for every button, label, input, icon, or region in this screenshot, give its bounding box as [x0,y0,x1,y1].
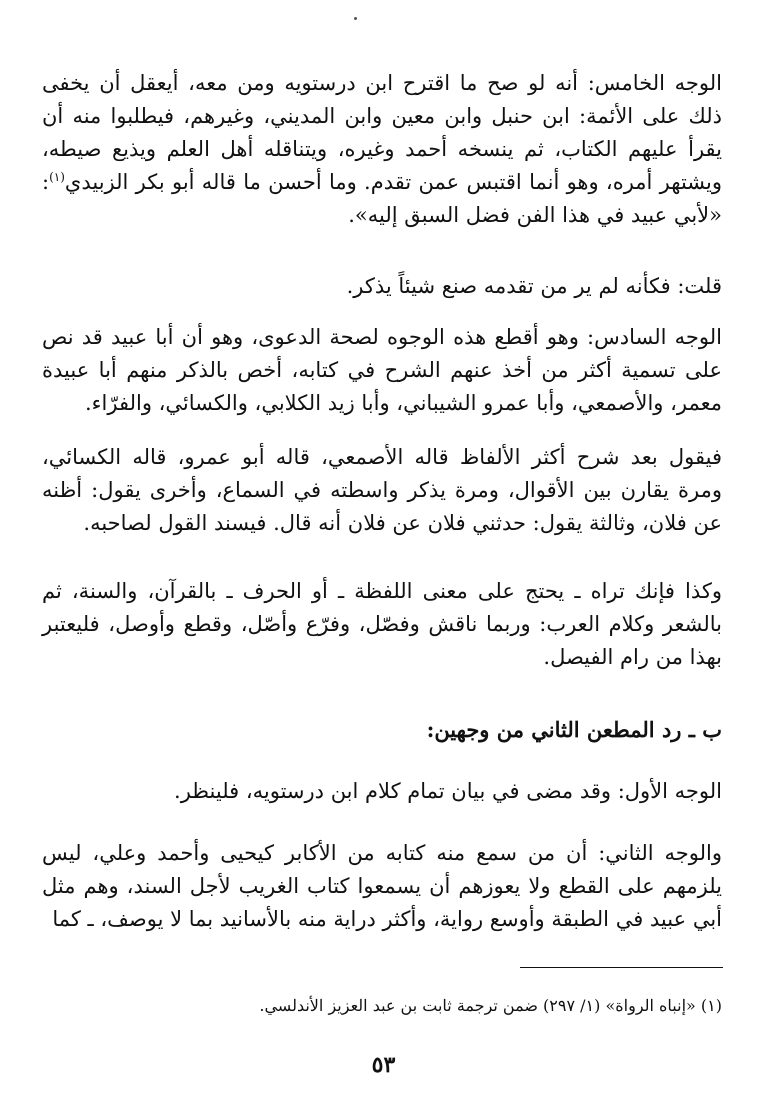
paragraph-first-aspect: الوجه الأول: وقد مضى في بيان تمام كلام ابن درستويه، فلينظر. [174,779,722,803]
section-heading: ب ـ رد المطعن الثاني من وجهين: [426,717,722,742]
paragraph-second-aspect: والوجه الثاني: أن من سمع منه كتابه من الأكابر كيحيى وأحمد وعلي، ليس يلزمهم على القطع ولا يعوزهم أن يسمعوا كتاب الغريب لأجل السند، وهم مثل أبي عبيد في الطبقة وأوسع رواية، وأكثر دراية منه بالأسانيد بما لا يوصف، ـ كما [42,841,722,931]
footnote-divider [520,967,723,968]
paragraph-remark: قلت: فكأنه لم ير من تقدمه صنع شيئاً يذكر. [346,274,722,298]
paragraph-fifth-aspect-quote: : «لأبي عبيد في هذا الفن فضل السبق إليه». [42,170,722,227]
paragraph-evidence: وكذا فإنك تراه ـ يحتج على معنى اللفظة ـ أو الحرف ـ بالقرآن، والسنة، ثم بالشعر وكلام العرب: وربما ناقش وفصّل، وفرّع وأصّل، وقطع وأوصل، فليعتبر بهذا من رام الفيصل. [42,579,722,669]
page-mark [354,17,357,20]
page-number: ٥٣ [371,1052,396,1078]
paragraph-sixth-aspect: الوجه السادس: وهو أقطع هذه الوجوه لصحة الدعوى، وهو أن أبا عبيد قد نص على تسمية أكثر من أخذ عنهم الشرح في كتابه، أخص بالذكر منهم أبا عبيدة معمر، والأصمعي، وأبا عمرو الشيباني، وأبا زيد الكلابي، والكسائي، والفرّاء. [42,325,722,415]
footnote-ref: (١) [49,170,65,184]
paragraph-fifth-aspect [42,67,722,232]
paragraph-fifth-aspect-text: الوجه الخامس: أنه لو صح ما اقترح ابن درستويه ومن معه، أيعقل أن يخفى ذلك على الأئمة: ابن حنبل وابن معين وابن المديني، وغيرهم، فيطلبوا منه أن يقرأ عليهم الكتاب، ثم ينسخه أحمد وغيره، ويتناقله أهل العلم ويذيع صيطه، ويشتهر أمره، وهو أنما اقتبس عمن تقدم. وما أحسن ما قاله أبو بكر الزبيدي [42,71,722,194]
footnote: (١) «إنباه الرواة» (١/ ٢٩٧) ضمن ترجمة ثابت بن عبد العزيز الأندلسي. [259,996,722,1015]
paragraph-narrators: فيقول بعد شرح أكثر الألفاظ قاله الأصمعي، قاله أبو عمرو، قاله الكسائي، ومرة يقارن بين الأقوال، ومرة يذكر واسطته في السماع، وأخرى يقول: أظنه عن فلان، وثالثة يقول: حدثني فلان عن فلان أنه قال. فيسند القول لصاحبه. [42,445,722,535]
